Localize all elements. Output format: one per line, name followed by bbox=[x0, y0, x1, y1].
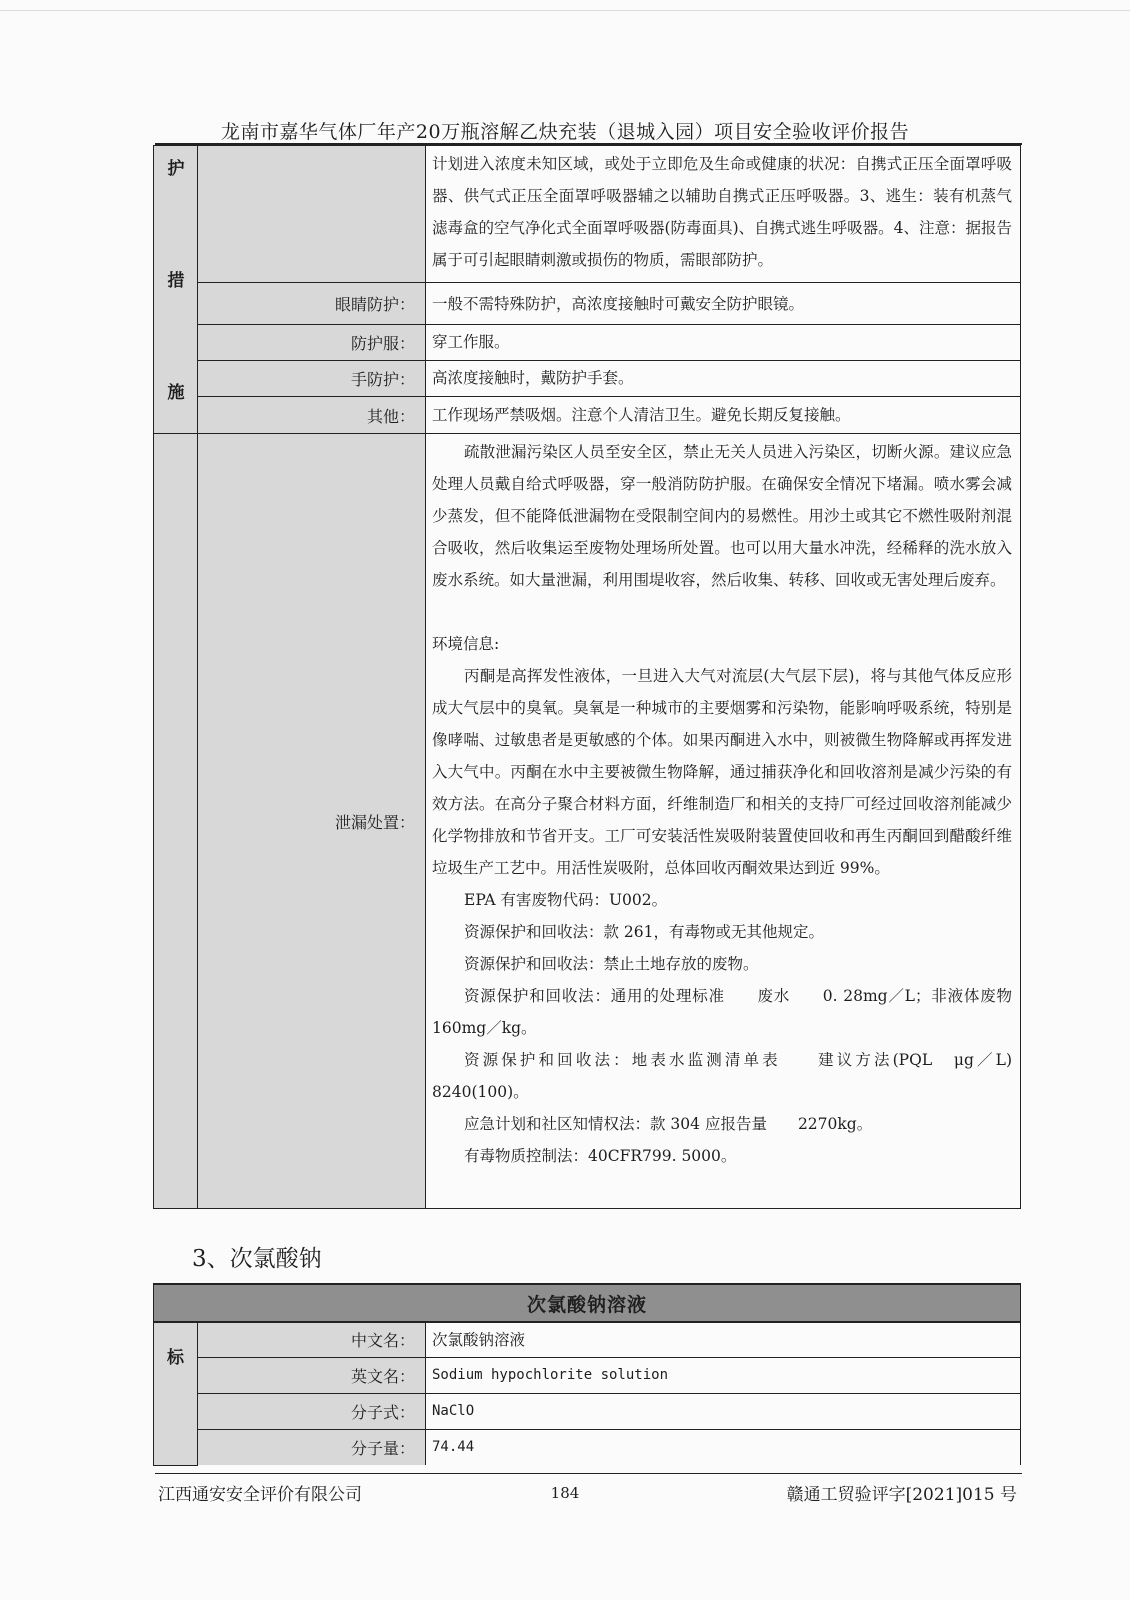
footer-doc-number: 赣通工贸验评字[2021]015 号 bbox=[786, 1485, 1017, 1505]
acetone-table bbox=[153, 145, 1044, 1209]
leak-para: 疏散泄漏污染区人员至安全区，禁止无关人员进入污染区，切断火源。建议应急处理人员戴自给式呼吸器，穿一般消防防护服。在确保安全情况下堵漏。喷水雾会减少蒸发，但不能降低泄漏物在受限制空间内的易燃性。用沙土或其它不燃性吸附剂混合吸收，然后收集运至废物处理场所处置。也可以用大量水冲洗，经稀释的洗水放入废水系统。如大量泄漏，利用围堤收容，然后收集、转移、回收或无害处理后废弃。 bbox=[432, 443, 1012, 589]
cn-name-label: 中文名： bbox=[198, 1322, 426, 1357]
protective-clothing-label: 防护服： bbox=[198, 325, 426, 361]
leak-handling-label: 泄漏处置： bbox=[198, 434, 426, 1209]
leak-handling-content bbox=[426, 434, 1044, 1209]
report-header-title: 龙南市嘉华气体厂年产20万瓶溶解乙炔充装（退城入园）项目安全验收评价报告 bbox=[220, 121, 910, 143]
respiratory-label-cell bbox=[198, 146, 426, 283]
naclo-title-band bbox=[154, 1284, 1021, 1322]
naclo-title: 次氯酸钠溶液 bbox=[527, 1293, 648, 1316]
other-protection-value: 工作现场严禁吸烟。注意个人清洁卫生。避免长期反复接触。 bbox=[426, 397, 1021, 434]
footer-company: 江西通安安全评价有限公司 bbox=[158, 1485, 362, 1505]
page-number: 184 bbox=[550, 1484, 580, 1502]
naclo-vertical-label-cell bbox=[154, 1322, 198, 1465]
hand-protection-label: 手防护： bbox=[198, 360, 426, 397]
footer-rule bbox=[155, 1473, 1022, 1474]
naclo-table bbox=[153, 1283, 1021, 1466]
formula-value: NaClO bbox=[426, 1393, 1021, 1429]
mw-value: 74.44 bbox=[426, 1429, 1021, 1465]
label-char-3: 施 bbox=[167, 383, 185, 403]
respiratory-protection-text: 计划进入浓度未知区域，或处于立即危及生命或健康的状况：自携式正压全面罩呼吸器、供气式正压全面罩呼吸器辅之以辅助自携式正压呼吸器。3、逃生：装有机蒸气滤毒盒的空气净化式全面罩呼吸器(防毒面具)、自携式逃生呼吸器。4、注意：据报告属于可引起眼睛刺激或损伤的物质，需眼部防护。 bbox=[426, 146, 1021, 283]
section-heading-naclo: 3、次氯酸钠 bbox=[192, 1246, 322, 1272]
en-name-value: Sodium hypochlorite solution bbox=[426, 1357, 1021, 1393]
epcra-304: 应急计划和社区知情权法：款 304 应报告量 2270kg。 bbox=[464, 1115, 873, 1133]
hand-protection-value: 高浓度接触时，戴防护手套。 bbox=[426, 360, 1021, 397]
tsca: 有毒物质控制法：40CFR799. 5000。 bbox=[464, 1147, 737, 1165]
en-name-label: 英文名： bbox=[198, 1357, 426, 1393]
cn-name-value: 次氯酸钠溶液 bbox=[426, 1322, 1021, 1357]
label-char-1: 护 bbox=[167, 159, 185, 179]
protective-clothing-value: 穿工作服。 bbox=[426, 325, 1021, 361]
formula-label: 分子式： bbox=[198, 1393, 426, 1429]
env-para: 丙酮是高挥发性液体，一旦进入大气对流层(大气层下层)，将与其他气体反应形成大气层中的臭氧。臭氧是一种城市的主要烟雾和污染物，能影响呼吸系统，特别是像哮喘、过敏患者是更敏感的个体。如果丙酮进入水中，则被微生物降解或再挥发进入大气中。丙酮在水中主要被微生物降解，通过捕获净化和回收溶剂是减少污染的有效方法。在高分子聚合材料方面，纤维制造厂和相关的支持厂可经过回收溶剂能减少化学物排放和节省开支。工厂可安装活性炭吸附装置使回收和再生丙酮回到醋酸纤维垃圾生产工艺中。用活性炭吸附，总体回收丙酮效果达到近 99%。 bbox=[432, 667, 1012, 877]
vertical-label-protection bbox=[154, 146, 198, 434]
label-char-2: 措 bbox=[167, 271, 185, 291]
epa-code: EPA 有害废物代码：U002。 bbox=[464, 891, 668, 909]
mw-label: 分子量： bbox=[198, 1429, 426, 1465]
naclo-vertical-label: 标 bbox=[167, 1348, 184, 1368]
env-title: 环境信息: bbox=[432, 635, 500, 653]
blank-line bbox=[432, 596, 1012, 628]
rcra-land: 资源保护和回收法：禁止土地存放的废物。 bbox=[464, 955, 759, 973]
leak-vertical-cell bbox=[154, 434, 198, 1209]
other-protection-label: 其他： bbox=[198, 397, 426, 434]
rcra-standard: 资源保护和回收法：通用的处理标准 废水 0. 28mg／L；非液体废物 160mg／kg。 bbox=[432, 987, 1044, 1037]
rcra-261: 资源保护和回收法：款 261，有毒物或无其他规定。 bbox=[464, 923, 825, 941]
eye-protection-value: 一般不需特殊防护，高浓度接触时可戴安全防护眼镜。 bbox=[426, 283, 1021, 325]
page-top-edge bbox=[0, 10, 1130, 11]
rcra-monitoring: 资源保护和回收法：地表水监测清单表 建议方法(PQL μg／L) 8240(100)。 bbox=[432, 1051, 1044, 1101]
eye-protection-label: 眼睛防护： bbox=[198, 283, 426, 325]
